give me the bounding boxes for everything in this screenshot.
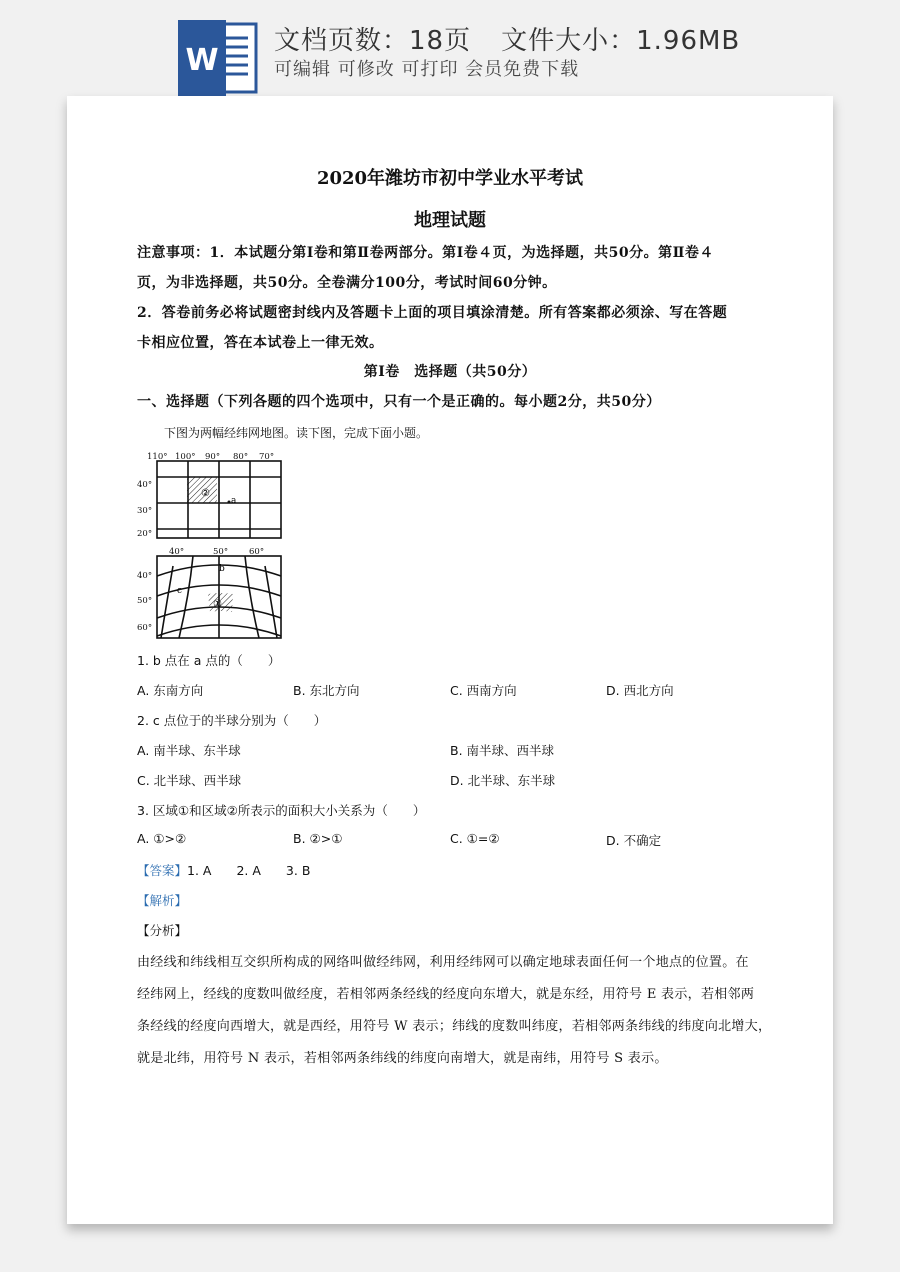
banner-features: 可编辑 可修改 可打印 会员免费下载	[274, 59, 580, 80]
analysis-subheading: 【分析】	[137, 923, 188, 938]
graticule-map-1	[133, 448, 283, 544]
map-intro: 下图为两幅经纬网地图。读下图，完成下面小题。	[164, 426, 429, 440]
map2-lat-50: 50°	[137, 596, 153, 606]
answer-text: 1. A 2. A 3. B	[187, 863, 311, 878]
download-banner	[0, 0, 900, 100]
notice-2-line-2: 卡相应位置，答在本试卷上一律无效。	[137, 335, 384, 351]
map2-lon-50: 50°	[213, 547, 229, 557]
map1-point-a: a	[231, 496, 237, 506]
map1-lon-80: 80°	[233, 452, 249, 462]
answer-line	[137, 861, 310, 879]
q1-option-b: B. 东北方向	[293, 683, 360, 698]
q1-option-c: C. 西南方向	[450, 683, 517, 698]
map1-lat-40: 40°	[137, 480, 153, 490]
banner-file-info	[274, 20, 740, 57]
map1-region-2-label: ②	[201, 488, 210, 499]
map1-lon-90: 90°	[205, 452, 221, 462]
notice-2-line-1: 2．答卷前务必将试题密封线内及答题卡上面的项目填涂清楚。所有答案都必须涂、写在答题	[137, 305, 728, 321]
page-count: 文档页数：18页	[274, 26, 472, 56]
word-doc-icon	[178, 20, 258, 96]
map2-lat-60: 60°	[137, 623, 153, 633]
map1-lon-100: 100°	[175, 452, 196, 462]
map1-lon-110: 110°	[147, 452, 168, 462]
part-heading: 一、选择题（下列各题的四个选项中，只有一个是正确的。每小题2分，共50分）	[137, 394, 661, 410]
graticule-map-2	[133, 546, 283, 642]
analysis-body-line-4: 就是北纬，用符号 N 表示，若相邻两条纬线的纬度向南增大，就是南纬，用符号 S 表示。	[137, 1051, 668, 1066]
q2-option-b: B. 南半球、西半球	[450, 743, 555, 758]
q3-option-b: B. ②>①	[293, 831, 343, 846]
svg-text:W: W	[185, 43, 219, 78]
q1-stem: 1. b 点在 a 点的（ ）	[137, 653, 281, 668]
section-heading: 第Ⅰ卷 选择题（共50分）	[363, 364, 537, 380]
map2-lat-40: 40°	[137, 571, 153, 581]
q2-option-a: A. 南半球、东半球	[137, 743, 241, 758]
q2-option-d: D. 北半球、东半球	[450, 773, 556, 788]
answer-tag: 【答案】	[137, 863, 188, 878]
map1-lon-70: 70°	[259, 452, 275, 462]
file-size: 文件大小：1.96MB	[501, 26, 741, 56]
map2-point-c: c	[177, 586, 183, 596]
map2-region-1-label: ①	[213, 599, 222, 610]
map2-lon-60: 60°	[249, 547, 265, 557]
notice-1-line-2: 页，为非选择题，共50分。全卷满分100分，考试时间60分钟。	[137, 275, 557, 291]
map1-lat-20: 20°	[137, 529, 153, 539]
map2-lon-40: 40°	[169, 547, 185, 557]
q2-stem: 2. c 点位于的半球分别为（ ）	[137, 713, 327, 728]
q1-option-a: A. 东南方向	[137, 683, 204, 698]
exam-title: 2020年潍坊市初中学业水平考试	[316, 168, 584, 189]
q2-option-c: C. 北半球、西半球	[137, 773, 242, 788]
q3-option-d: D. 不确定	[606, 833, 662, 848]
analysis-tag: 【解析】	[137, 893, 188, 908]
notice-1-line-1: 注意事项：1．本试题分第Ⅰ卷和第Ⅱ卷两部分。第Ⅰ卷４页，为选择题，共50分。第Ⅱ卷４	[137, 245, 714, 261]
q3-option-a: A. ①>②	[137, 831, 187, 846]
exam-subtitle: 地理试题	[414, 210, 486, 231]
q1-option-d: D. 西北方向	[606, 683, 674, 698]
analysis-body-line-2: 经纬网上，经线的度数叫做经度，若相邻两条经线的经度向东增大，就是东经，用符号 E 表示，若相邻两	[137, 987, 755, 1002]
q3-option-c: C. ①=②	[450, 831, 500, 846]
q3-stem: 3. 区域①和区域②所表示的面积大小关系为（ ）	[137, 803, 426, 818]
document-page	[67, 96, 833, 1224]
map1-lat-30: 30°	[137, 506, 153, 516]
analysis-body-line-1: 由经线和纬线相互交织所构成的网络叫做经纬网，利用经纬网可以确定地球表面任何一个地点的位置。在	[137, 955, 749, 970]
map2-point-b: b	[219, 564, 225, 574]
analysis-body-line-3: 条经线的经度向西增大，就是西经，用符号 W 表示；纬线的度数叫纬度，若相邻两条纬线的纬度向北增大，	[137, 1019, 772, 1034]
